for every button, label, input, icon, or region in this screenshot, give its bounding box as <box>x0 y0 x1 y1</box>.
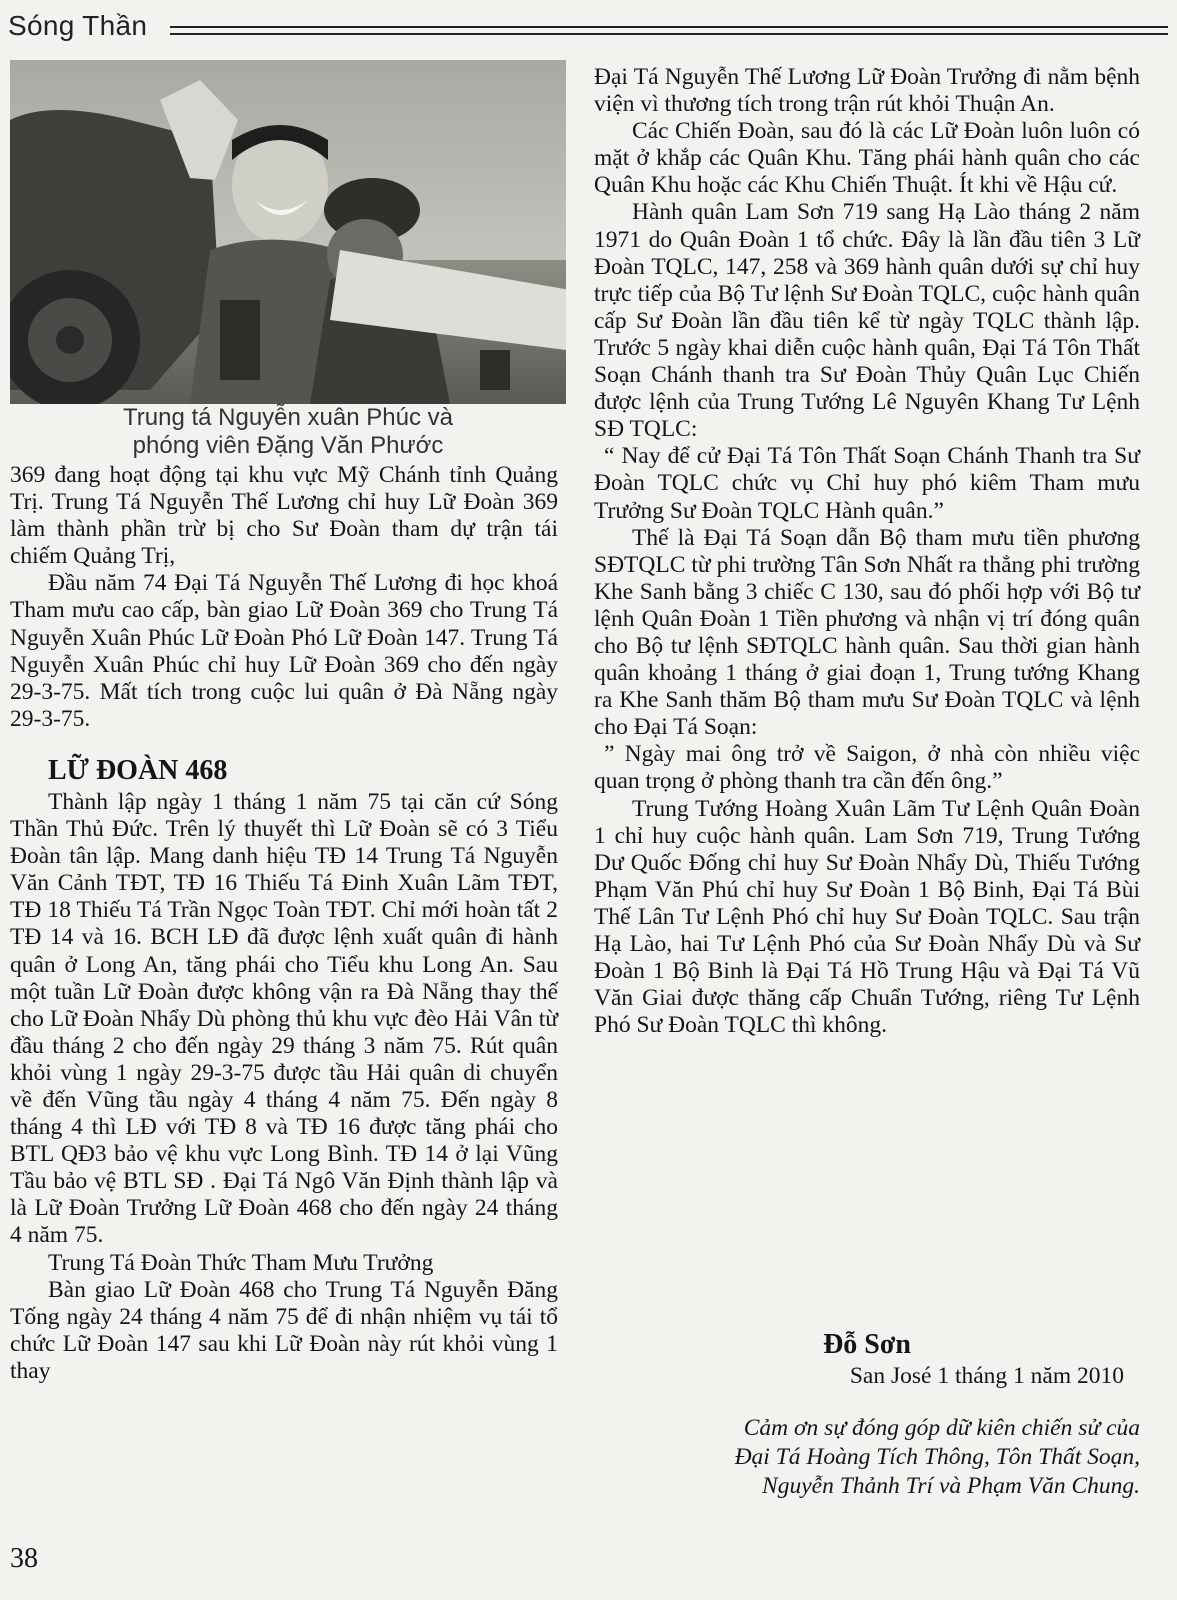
acknowledgement-line: Cảm ơn sự đóng góp dữ kiên chiến sử của <box>743 1415 1140 1441</box>
place-date: San José 1 tháng 1 năm 2010 <box>849 1363 1124 1389</box>
paragraph: Bàn giao Lữ Đoàn 468 cho Trung Tá Nguyễn Đăng Tống ngày 24 tháng 4 năm 75 để đi nhận nhiệm vụ tái tổ chức Lữ Đoàn 147 sau khi Lữ Đoàn này rút khỏi vùng 1 thay <box>10 1276 558 1384</box>
publication-title: Sóng Thần <box>8 10 148 41</box>
acknowledgement-line: Đại Tá Hoàng Tích Thông, Tôn Thất Soạn, <box>734 1444 1140 1470</box>
photo-illustration <box>10 60 566 404</box>
paragraph: Thành lập ngày 1 tháng 1 năm 75 tại căn cứ Sóng Thần Thủ Đức. Trên lý thuyết thì Lữ Đoàn sẽ có 3 Tiểu Đoàn tân lập. Mang danh hiệu TĐ 14 Trung Tá Nguyễn Văn Cảnh TĐT, TĐ 16 Thiếu Tá Đinh Xuân Lãm TĐT, TĐ 18 Thiếu Tá Trần Ngọc Toàn TĐT. Chỉ mới hoàn tất 2 TĐ 14 và 16. BCH LĐ đã được lệnh xuất quân đi hành quân ở Long An, tăng phái cho Tiểu khu Long An. Sau một tuần Lữ Đoàn được không vận ra Đà Nẵng thay thế cho Lữ Đoàn Nhẩy Dù phòng thủ khu vực đèo Hải Vân từ đầu tháng 2 cho đến ngày 29 tháng 3 năm 75. Rút quân khỏi vùng 1 ngày 29-3-75 được tầu Hải quân di chuyển về đến Vũng tầu ngày 4 tháng 4 năm 75. Đến ngày 8 tháng 4 thì LĐ với TĐ 8 và TĐ 16 được tăng phái cho BTL QĐ3 bảo vệ khu vực Long Bình. TĐ 14 ở lại Vũng Tầu bảo vệ BTL SĐ . Đại Tá Ngô Văn Định thành lập và là Lữ Đoàn Trưởng Lữ Đoàn 468 cho đến ngày 24 tháng 4 năm 75. <box>10 788 558 1249</box>
paragraph: Đầu năm 74 Đại Tá Nguyễn Thế Lương đi học khoá Tham mưu cao cấp, bàn giao Lữ Đoàn 369 cho Trung Tá Nguyễn Xuân Phúc Lữ Đoàn Phó Lữ Đoàn 147. Trung Tá Nguyễn Xuân Phúc chỉ huy Lữ Đoàn 369 cho đến ngày 29-3-75. Mất tích trong cuộc lui quân ở Đà Nẵng ngày 29-3-75. <box>10 570 558 732</box>
acknowledgement <box>594 1414 1140 1501</box>
paragraph: 369 đang hoạt động tại khu vực Mỹ Chánh tỉnh Quảng Trị. Trung Tá Nguyễn Thế Lương chỉ huy Lữ Đoàn 369 làm thành phần trừ bị cho Sư Đoàn tham dự trận tái chiếm Quảng Trị, <box>10 462 558 570</box>
photo-caption <box>10 404 566 460</box>
running-header <box>8 10 1168 46</box>
section-heading: LỮ ĐOÀN 468 <box>48 754 228 786</box>
page-number: 38 <box>10 1543 38 1574</box>
paragraph: Các Chiến Đoàn, sau đó là các Lữ Đoàn luôn luôn có mặt ở khắp các Quân Khu. Tăng phái hành quân cho các Quân Khu hoặc các Khu Chiến Thuật. Ít khi về Hậu cứ. <box>594 118 1140 199</box>
left-text-column <box>10 462 558 1385</box>
paragraph: Thế là Đại Tá Soạn dẫn Bộ tham mưu tiền phương SĐTQLC từ phi trường Tân Sơn Nhất ra thẳng phi trường Khe Sanh bằng 3 chiếc C 130, sau đó phối hợp với Bộ tư lệnh Quân Đoàn 1 Tiền phương và nhận vị trí đóng quân cho Bộ tư lệnh SĐTQLC hành quân. Sau thời gian hành quân khoảng 1 tháng ở giai đoạn 1, Trung tướng Khang ra Khe Sanh thăm Bộ tham mưu Sư Đoàn TQLC và lệnh cho Đại Tá Soạn: <box>594 524 1140 741</box>
caption-line: Trung tá Nguyễn xuân Phúc và <box>123 404 453 431</box>
caption-line: phóng viên Đặng Văn Phước <box>132 432 444 459</box>
right-text-column <box>594 64 1140 1039</box>
quotation: “ Nay để cử Đại Tá Tôn Thất Soạn Chánh Thanh tra Sư Đoàn TQLC chức vụ Chỉ huy phó kiêm Tham mưu Trưởng Sư Đoàn TQLC Hành quân.” <box>594 443 1140 524</box>
paragraph: Trung Tướng Hoàng Xuân Lãm Tư Lệnh Quân Đoàn 1 chỉ huy cuộc hành quân. Lam Sơn 719, Trung Tướng Dư Quốc Đống chỉ huy Sư Đoàn Nhẩy Dù, Thiếu Tướng Phạm Văn Phú chỉ huy Sư Đoàn 1 Bộ Binh, Đại Tá Bùi Thế Lân Tư Lệnh Phó chỉ huy Sư Đoàn TQLC. Sau trận Hạ Lào, hai Tư Lệnh Phó của Sư Đoàn Nhẩy Dù và Sư Đoàn 1 Bộ Binh là Đại Tá Hồ Trung Hậu và Đại Tá Vũ Văn Giai được thăng cấp Chuẩn Tướng, riêng Tư Lệnh Phó Sư Đoàn TQLC thì không. <box>594 795 1140 1039</box>
article-photo <box>10 60 566 404</box>
paragraph: Trung Tá Đoàn Thức Tham Mưu Trưởng <box>48 1249 434 1276</box>
quotation: ” Ngày mai ông trở về Saigon, ở nhà còn nhiều việc quan trọng ở phòng thanh tra cần đến ông.” <box>594 741 1140 795</box>
header-double-rule <box>170 26 1168 35</box>
author-name: Đỗ Sơn <box>823 1329 911 1360</box>
paragraph: Hành quân Lam Sơn 719 sang Hạ Lào tháng 2 năm 1971 do Quân Đoàn 1 tổ chức. Đây là lần đầu tiên 3 Lữ Đoàn TQLC, 147, 258 và 369 hành quân dưới sự chỉ huy trực tiếp của Bộ Tư lệnh Sư Đoàn TQLC, cuộc hành quân cấp Sư Đoàn lần đầu tiên kể từ ngày TQLC thành lập. Trước 5 ngày khai diễn cuộc hành quân, Đại Tá Tôn Thất Soạn Chánh thanh tra Sư Đoàn Thủy Quân Lục Chiến được lệnh của Trung Tướng Lê Nguyên Khang Tư Lệnh SĐ TQLC: <box>594 199 1140 443</box>
acknowledgement-line: Nguyễn Thảnh Trí và Phạm Văn Chung. <box>762 1473 1140 1499</box>
paragraph: Đại Tá Nguyễn Thế Lương Lữ Đoàn Trưởng đi nằm bệnh viện vì thương tích trong trận rút khỏi Thuận An. <box>594 64 1140 118</box>
